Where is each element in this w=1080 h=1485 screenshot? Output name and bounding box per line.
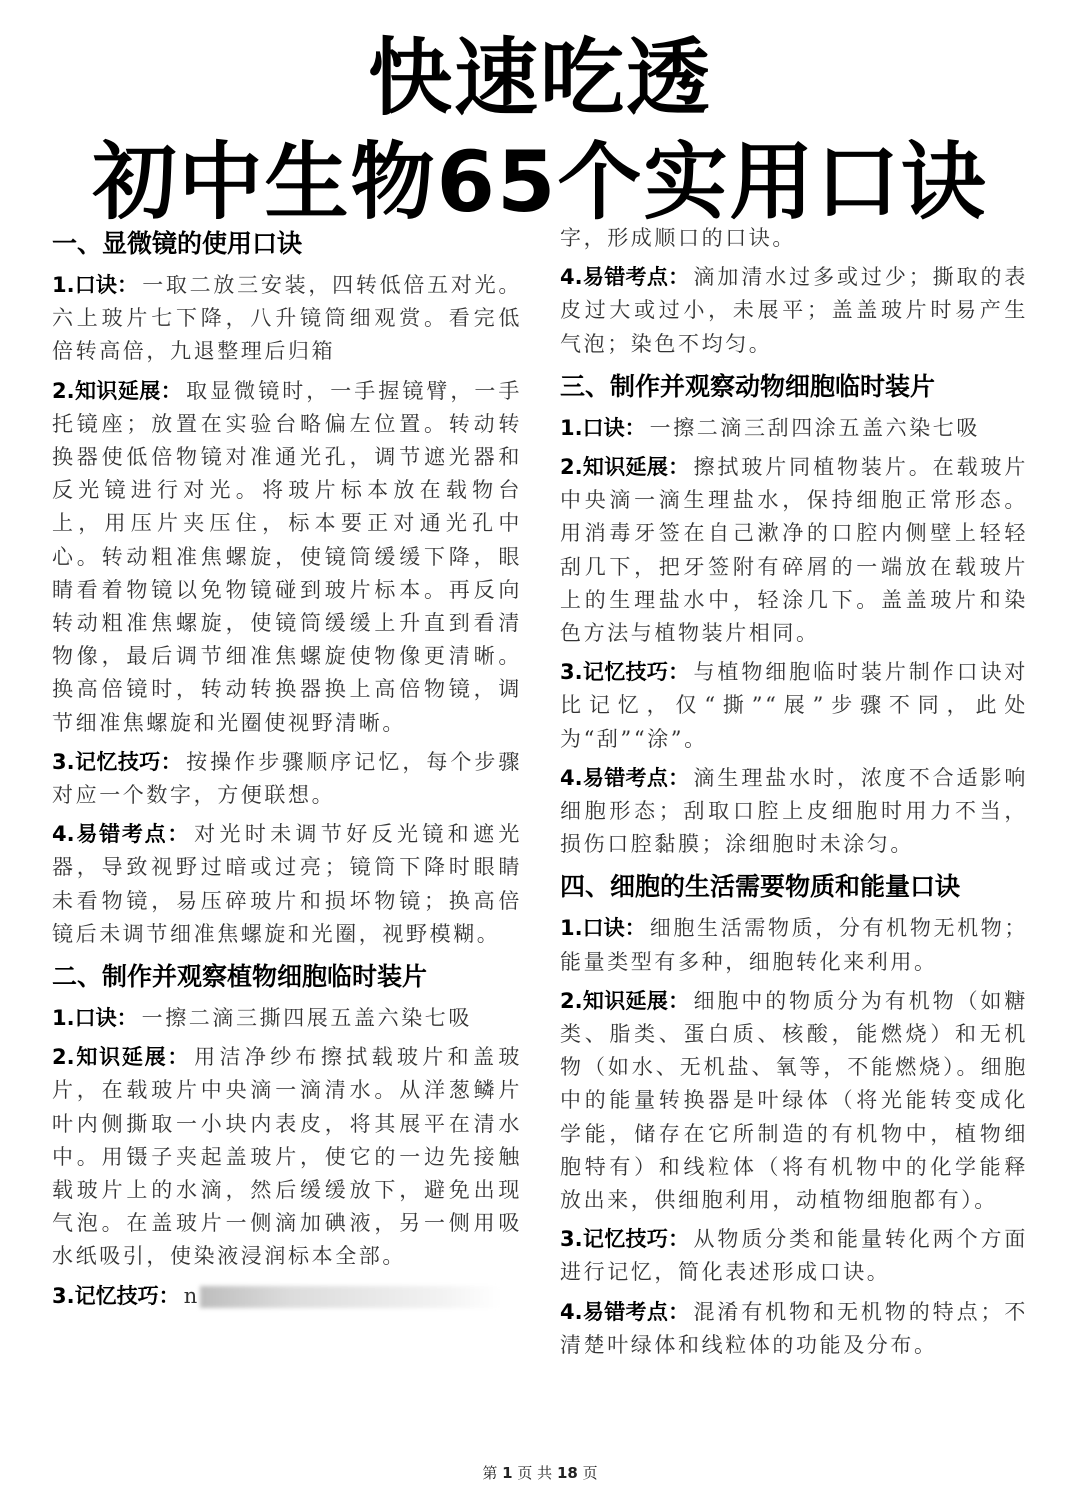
item-label: 口诀：	[582, 916, 646, 941]
footer-prefix: 第	[482, 1464, 498, 1482]
item-number: 2.	[52, 1045, 75, 1070]
item-number: 2.	[52, 378, 75, 403]
item-label: 口诀：	[582, 415, 646, 440]
section-heading-microscope: 一、显微镜的使用口诀	[52, 229, 303, 258]
item-number: 3.	[560, 660, 583, 685]
item-number: 2.	[560, 988, 583, 1013]
item-text: 按操作步骤顺序记忆，每个步骤对应一个数字，方便联想。	[52, 749, 522, 808]
item-text: 对光时未调节好反光镜和遮光器，导致视野过暗或过亮；镜筒下降时眼睛未看物镜，易压碎玻片和损坏物镜；换高倍镜后未调节细准焦螺旋和光圈，视野模糊。	[52, 822, 522, 946]
item-mnemonic	[560, 912, 1028, 978]
footer-page-number: 1	[502, 1464, 513, 1482]
item-label: 知识延展：	[582, 988, 690, 1013]
item-memory-tip	[52, 746, 522, 812]
item-label: 易错考点：	[74, 822, 191, 847]
item-number: 4.	[560, 265, 583, 290]
section-heading-matter-energy: 四、细胞的生活需要物质和能量口诀	[560, 872, 961, 902]
section-heading-animal-cell: 三、制作并观察动物细胞临时装片	[560, 371, 936, 401]
continued-text	[560, 222, 1028, 255]
item-knowledge	[52, 375, 522, 740]
item-memory-tip	[560, 656, 1028, 756]
item-label: 记忆技巧：	[582, 1227, 690, 1252]
item-memory-tip	[52, 1280, 522, 1313]
page-title-line-2: 初中生物65个实用口诀	[92, 133, 988, 231]
item-text: 滴生理盐水时，浓度不合适影响细胞形态；刮取口腔上皮细胞时用力不当，损伤口腔黏膜；涂细胞时未涂匀。	[560, 765, 1029, 857]
item-text: 与植物细胞临时装片制作口诀对比记忆，仅“撕”“展”步骤不同，此处为“刮”“涂”。	[560, 660, 1029, 751]
item-number: 4.	[560, 1299, 583, 1324]
item-label: 记忆技巧：	[582, 660, 690, 685]
item-number: 4.	[560, 765, 583, 790]
item-text: 一取二放三安装，四转低倍五对光。六上玻片七下降，八升镜筒细观赏。看完低倍转高倍，九退整理后归箱	[52, 273, 522, 364]
item-common-mistakes	[52, 818, 522, 951]
blurred-text-overlay	[200, 1286, 500, 1308]
item-common-mistakes	[560, 1296, 1028, 1362]
item-text: 擦拭玻片同植物装片。在载玻片中央滴一滴生理盐水，保持细胞正常形态。用消毒牙签在自己漱净的口腔内侧壁上轻轻刮几下，把牙签附有碎屑的一端放在载玻片上的生理盐水中，轻涂几下。盖盖玻片和染色方法与植物装片相同。	[560, 455, 1029, 646]
item-text: 混淆有机物和无机物的特点；不清楚叶绿体和线粒体的功能及分布。	[560, 1299, 1029, 1357]
footer-suffix: 页	[582, 1464, 598, 1482]
left-column	[52, 224, 522, 1319]
item-mnemonic	[52, 1002, 522, 1035]
item-label: 记忆技巧：	[74, 749, 183, 774]
item-number: 1.	[560, 415, 583, 440]
item-knowledge	[560, 451, 1028, 650]
item-text: 从物质分类和能量转化两个方面进行记忆，简化表述形成口诀。	[560, 1227, 1029, 1285]
footer-middle: 页 共	[517, 1464, 553, 1482]
item-text: 细胞生活需物质，分有机物无机物；能量类型有多种，细胞转化来利用。	[560, 916, 1028, 974]
item-common-mistakes	[560, 762, 1028, 862]
item-text: 取显微镜时，一手握镜臂，一手托镜座；放置在实验台略偏左位置。转动转换器使低倍物镜对准通光孔，调节遮光器和反光镜进行对光。将玻片标本放在载物台上，用压片夹压住，标本要正对通光孔中心。转动粗准焦螺旋，使镜筒缓缓下降，眼睛看着物镜以免物镜碰到玻片标本。再反向转动粗准焦螺旋，使镜筒缓缓上升直到看清物像，最后调节细准焦螺旋使物像更清晰。换高倍镜时，转动转换器换上高倍物镜，调节细准焦螺旋和光圈使视野清晰。	[52, 378, 522, 735]
item-common-mistakes	[560, 261, 1028, 361]
item-mnemonic	[52, 269, 522, 369]
item-number: 4.	[52, 822, 75, 847]
item-number: 3.	[52, 749, 75, 774]
item-number: 2.	[560, 455, 583, 480]
page-title-line-1: 快速吃透	[367, 29, 712, 127]
item-label: 口诀：	[74, 273, 139, 297]
item-label: 知识延展：	[582, 455, 690, 480]
item-number: 1.	[560, 916, 583, 941]
item-number: 3.	[560, 1227, 583, 1252]
item-label: 易错考点：	[582, 265, 690, 290]
item-text: 一擦二滴三刮四涂五盖六染七吸	[649, 415, 980, 440]
item-memory-tip	[560, 1223, 1028, 1289]
item-number: 3.	[52, 1283, 75, 1308]
item-label: 知识延展：	[74, 1045, 191, 1070]
item-knowledge	[560, 985, 1028, 1217]
section-heading-plant-cell: 二、制作并观察植物细胞临时装片	[52, 962, 428, 992]
item-number: 1.	[52, 1006, 75, 1031]
item-knowledge	[52, 1041, 522, 1273]
item-label: 口诀：	[74, 1006, 138, 1031]
item-label: 易错考点：	[582, 765, 690, 790]
page-footer	[0, 1462, 1080, 1483]
item-mnemonic	[560, 412, 1028, 445]
item-text-truncated: ո	[183, 1283, 200, 1308]
right-column	[560, 226, 1028, 1368]
item-label: 知识延展：	[74, 378, 183, 403]
item-text: 细胞中的物质分为有机物（如糖类、脂类、蛋白质、核酸，能燃烧）和无机物（如水、无机盐、氧等，不能燃烧）。细胞中的能量转换器是叶绿体（将光能转变成化学能，储存在它所制造的有机物中，植物细胞特有）和线粒体（将有机物中的化学能释放出来，供细胞利用，动植物细胞都有）。	[560, 988, 1029, 1213]
item-label: 易错考点：	[582, 1299, 690, 1324]
item-text: 用洁净纱布擦拭载玻片和盖玻片，在载玻片中央滴一滴清水。从洋葱鳞片叶内侧撕取一小块内表皮，将其展平在清水中。用镊子夹起盖玻片，使它的一边先接触载玻片上的水滴，然后缓缓放下，避免出现气泡。在盖玻片一侧滴加碘液，另一侧用吸水纸吸引，使染液浸润标本全部。	[52, 1045, 522, 1269]
item-text: 字，形成顺口的口诀。	[560, 226, 796, 250]
item-number: 1.	[52, 273, 75, 297]
footer-total-pages: 18	[556, 1464, 578, 1482]
item-text: 一擦二滴三撕四展五盖六染七吸	[141, 1006, 472, 1031]
item-label: 记忆技巧：	[74, 1283, 180, 1308]
item-text: 滴加清水过多或过少；撕取的表皮过大或过小，未展平；盖盖玻片时易产生气泡；染色不均匀。	[560, 265, 1029, 356]
